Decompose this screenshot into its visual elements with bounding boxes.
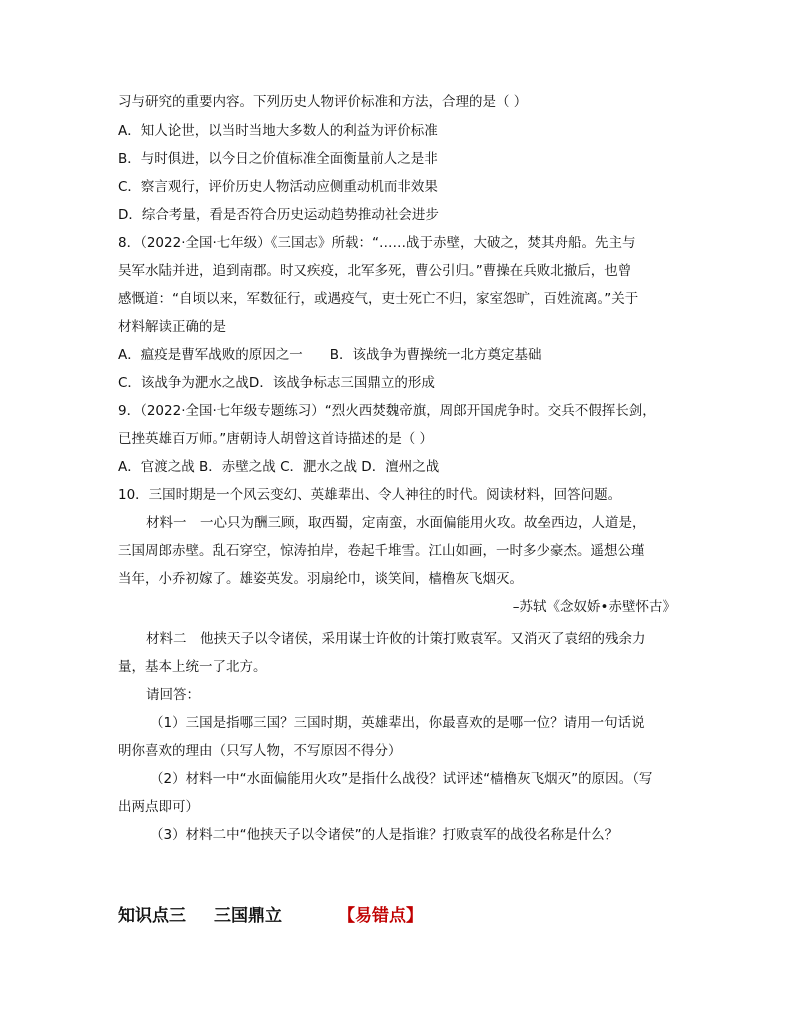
section-title: 三国鼎立 [214, 906, 282, 926]
q7-option-d: D．综合考量，看是否符合历史运动趋势推动社会进步 [118, 207, 439, 223]
q9-options: A．官渡之战 B．赤壁之战 C．淝水之战 D．澶州之战 [118, 459, 440, 475]
q10-material1-line1: 材料一 一心只为酬三顾，取西蜀，定南蛮，水面偏能用火攻。故垒西边，人道是， [146, 515, 646, 531]
section-heading [118, 905, 423, 927]
q10-sub3: （3）材料二中“他挟天子以令诸侯”的人是指谁？打败袁军的战役名称是什么？ [150, 827, 619, 843]
q9-stem-line1: 9．（2022·全国·七年级专题练习）“烈火西焚魏帝旗，周郎开国虎争时。交兵不假挥长剑， [118, 403, 656, 419]
q10-material2-line1: 材料二 他挟天子以令诸侯，采用谋士许攸的计策打败袁军。又消灭了袁绍的残余力 [146, 631, 646, 647]
q10-sub2-line2: 出两点即可） [118, 799, 199, 815]
q10-material2-line2: 量，基本上统一了北方。 [118, 659, 267, 675]
q10-stem: 10．三国时期是一个风云变幻、英雄辈出、令人神往的时代。阅读材料，回答问题。 [118, 487, 622, 503]
q9-stem-line2: 已挫英雄百万师。”唐朝诗人胡曾这首诗描述的是（ ） [118, 431, 434, 447]
q7-option-c: C．察言观行，评价历史人物活动应侧重动机而非效果 [118, 179, 438, 195]
q10-sub1-line1: （1）三国是指哪三国？三国时期，英雄辈出，你最喜欢的是哪一位？请用一句话说 [150, 715, 645, 731]
q10-sub2-line1: （2）材料一中“水面偏能用火攻”是指什么战役？试评述“樯橹灰飞烟灭”的原因。（写 [150, 771, 653, 787]
q7-option-a: A．知人论世，以当时当地大多数人的利益为评价标准 [118, 123, 438, 139]
q8-options-cd: C．该战争为淝水之战D．该战争标志三国鼎立的形成 [118, 375, 435, 391]
q8-stem-line3: 感慨道：“自顷以来，军数征行，或遇疫气，吏士死亡不归，家室怨旷，百姓流离。”关于 [118, 291, 639, 307]
q10-sub1-line2: 明你喜欢的理由（只写人物，不写原因不得分） [118, 743, 402, 759]
q7-stem-tail: 习与研究的重要内容。下列历史人物评价标准和方法，合理的是（ ） [118, 94, 528, 110]
q10-answer-prompt: 请回答： [146, 687, 200, 703]
q8-stem-line4: 材料解读正确的是 [118, 319, 226, 335]
q7-option-b: B．与时俱进，以今日之价值标准全面衡量前人之是非 [118, 151, 438, 167]
error-prone-tag: 【易错点】 [338, 906, 423, 926]
q10-material1-line3: 当年，小乔初嫁了。雄姿英发。羽扇纶巾，谈笑间，樯橹灰飞烟灭。 [118, 571, 523, 587]
q8-options-ab: A．瘟疫是曹军战败的原因之一 B．该战争为曹操统一北方奠定基础 [118, 347, 542, 363]
q8-stem-line2: 吴军水陆并进，追到南郡。时又疾疫，北军多死，曹公引归。”曹操在兵败北撤后，也曾 [118, 263, 632, 279]
q10-material1-source: –苏轼《念奴娇•赤壁怀古》 [512, 599, 676, 615]
section-label: 知识点三 [118, 906, 186, 926]
q8-stem-line1: 8．（2022·全国·七年级）《三国志》所载：“……战于赤壁，大破之，焚其舟船。先主与 [118, 235, 636, 251]
q10-material1-line2: 三国周郎赤壁。乱石穿空，惊涛拍岸，卷起千堆雪。江山如画，一时多少豪杰。遥想公瑾 [118, 543, 645, 559]
